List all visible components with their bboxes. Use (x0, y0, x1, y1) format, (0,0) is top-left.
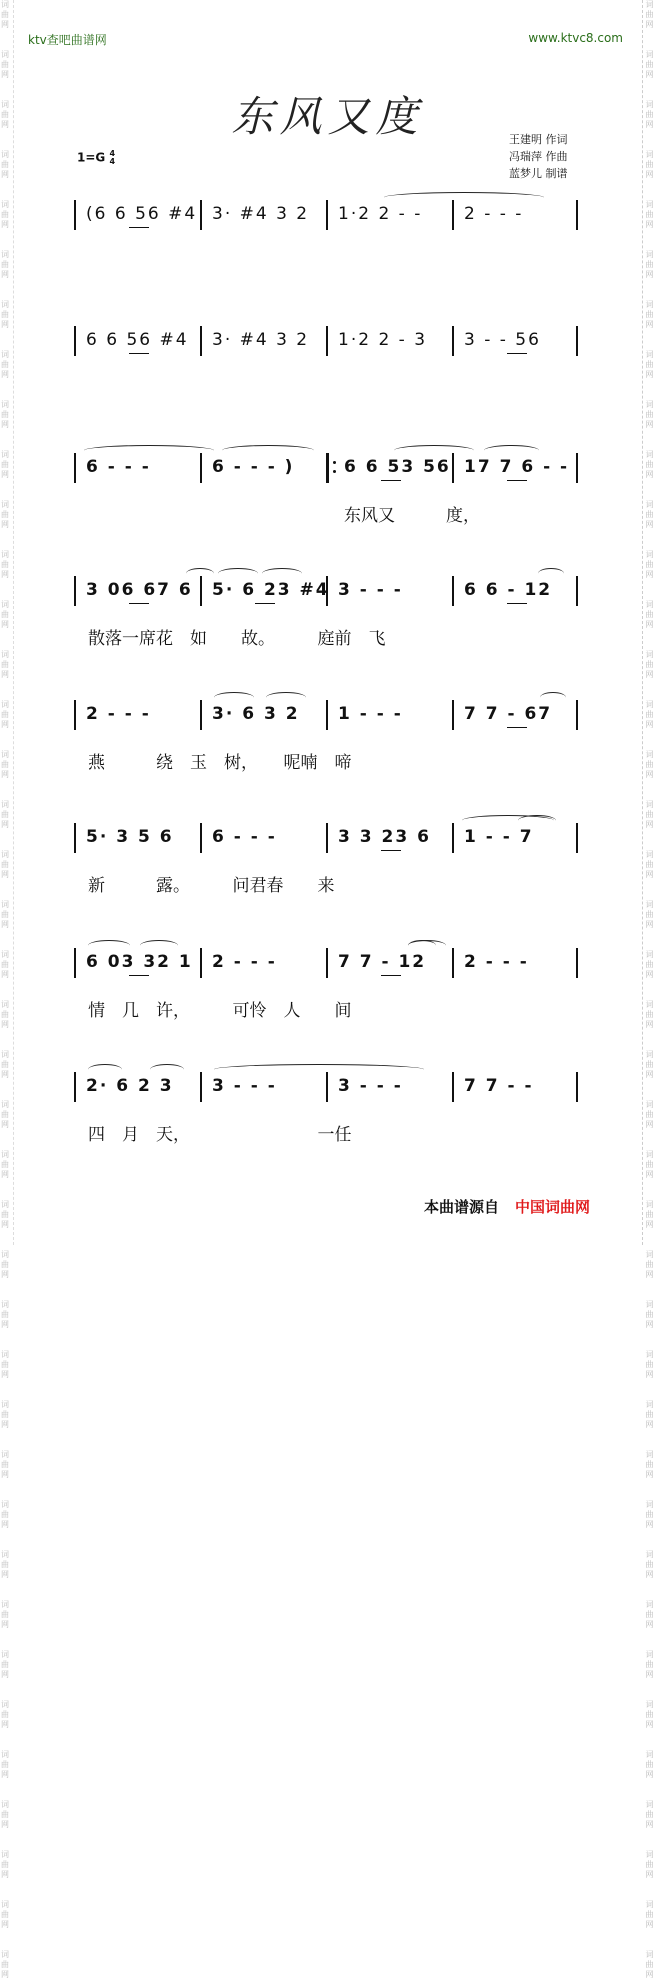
beam-underline (129, 603, 149, 604)
barline (200, 948, 202, 978)
measure-notes: 3· 6 3 2 (212, 704, 300, 724)
slur (88, 1064, 122, 1075)
credits-block (509, 131, 568, 182)
measure-notes: 2 - - - (464, 204, 524, 224)
barline (200, 200, 202, 230)
beam-underline (507, 727, 527, 728)
beam-underline (381, 975, 401, 976)
measure-notes: 6 - - - (86, 457, 151, 477)
score-row (74, 453, 577, 526)
barline (452, 823, 454, 853)
barline (326, 700, 328, 730)
slur (88, 940, 130, 951)
barline (200, 700, 202, 730)
measure-notes: 2 - - - (86, 704, 151, 724)
slur (218, 568, 258, 579)
slur (84, 445, 214, 456)
slur (262, 568, 302, 579)
measure-notes: 2 - - - (212, 952, 277, 972)
measure-notes: 6 - - - (212, 827, 277, 847)
lyrics-line: 东风又 度， (344, 506, 480, 526)
site-name[interactable]: ktv查吧曲谱网 (28, 33, 107, 47)
barline (452, 576, 454, 606)
measure-notes: 1·2 2 - 3 (338, 330, 428, 350)
barline (200, 453, 202, 483)
left-dashed-border (13, 0, 14, 1245)
beam-underline (381, 850, 401, 851)
barline (200, 823, 202, 853)
barline (200, 1072, 202, 1102)
slur (214, 1064, 424, 1075)
score-row (74, 576, 577, 649)
beam-underline (255, 603, 275, 604)
barline (326, 1072, 328, 1102)
score-row (74, 948, 577, 1021)
slur (150, 1064, 184, 1075)
barline (74, 823, 76, 853)
beam-underline (507, 353, 527, 354)
lyrics-line: 四 月 天， 一任 (88, 1125, 352, 1145)
slur (462, 815, 554, 826)
measure-notes: 1 - - - (338, 704, 403, 724)
measure-notes: 3 - - - (338, 580, 403, 600)
slur (222, 445, 314, 456)
slur (266, 692, 306, 703)
barline (74, 1072, 76, 1102)
lyrics-line: 散落一席花 如 故。 庭前 飞 (88, 629, 386, 649)
measure-notes: 3· #4 3 2 (212, 330, 310, 350)
source-credit (424, 1196, 590, 1217)
score-row (74, 823, 577, 896)
barline (576, 453, 578, 483)
barline (200, 576, 202, 606)
barline (576, 326, 578, 356)
barline (74, 948, 76, 978)
measure-notes: 17 7 6 - - (464, 457, 570, 477)
barline (576, 700, 578, 730)
barline (74, 700, 76, 730)
beam-underline (507, 603, 527, 604)
barline (452, 326, 454, 356)
time-signature-top: 4 (109, 149, 116, 158)
barline (74, 453, 76, 483)
measure-notes: 3 - - 56 (464, 330, 541, 350)
slur (540, 692, 566, 703)
barline (576, 948, 578, 978)
score-row (74, 200, 577, 230)
measure-notes: 6 6 56 #4 (86, 330, 189, 350)
measure-notes: 1 - - 7 (464, 827, 534, 847)
beam-underline (381, 480, 401, 481)
beam-underline (507, 480, 527, 481)
measure-notes: 3 - - - (212, 1076, 277, 1096)
barline (74, 326, 76, 356)
time-signature-bottom: 4 (109, 157, 116, 166)
measure-notes: 1·2 2 - - (338, 204, 423, 224)
right-watermark-strip: 词 曲 网 词 曲 网 词 曲 网 词 曲 网 词 曲 网 词 曲 网 词 曲 网 词 曲 网 词 曲 网 词 曲 网 词 曲 网 词 曲 网 词 曲 网 词 曲 网 词 曲 网 词 曲 网 词 曲 网 词 曲 网 词 曲 网 词 曲 网 词 曲 网 词 曲 网 词 曲 网 词 曲 网 词 曲 网 词 曲 网 词 曲 网 词 曲 网 词 曲 网 词 曲 网 词 曲 网 词 曲 网 词 曲 网 词 曲 网 词 曲 网 词 曲 网 词 曲 网 词 曲 网 词 曲 网 词 曲 网 (642, 0, 656, 1245)
lyricist-credit: 王建明 作词 (509, 133, 568, 146)
barline (452, 453, 454, 483)
measure-notes: 3 06 67 6 (86, 580, 193, 600)
left-watermark-strip: 词 曲 网 词 曲 网 词 曲 网 词 曲 网 词 曲 网 词 曲 网 词 曲 网 词 曲 网 词 曲 网 词 曲 网 词 曲 网 词 曲 网 词 曲 网 词 曲 网 词 曲 网 词 曲 网 词 曲 网 词 曲 网 词 曲 网 词 曲 网 词 曲 网 词 曲 网 词 曲 网 词 曲 网 词 曲 网 词 曲 网 词 曲 网 词 曲 网 词 曲 网 词 曲 网 词 曲 网 词 曲 网 词 曲 网 词 曲 网 词 曲 网 词 曲 网 词 曲 网 词 曲 网 词 曲 网 词 曲 网 (1, 0, 9, 1979)
lyrics-line: 燕 绕 玉 树， 呢喃 啼 (88, 753, 352, 773)
measure-notes: 2· 6 2 3 (86, 1076, 174, 1096)
score-row (74, 1072, 577, 1145)
slur (214, 692, 254, 703)
score-row (74, 700, 577, 773)
slur (538, 568, 564, 579)
measure-notes: (6 6 56 #4 (86, 204, 198, 224)
barline (326, 453, 329, 483)
measure-notes: 5· 3 5 6 (86, 827, 174, 847)
measure-notes: 2 - - - (464, 952, 529, 972)
barline (452, 948, 454, 978)
barline (200, 326, 202, 356)
key-label: 1=G (77, 150, 106, 165)
beam-underline (129, 353, 149, 354)
beam-underline (129, 227, 149, 228)
source-prefix: 本曲谱源自 (424, 1198, 500, 1216)
barline (452, 200, 454, 230)
slur (484, 445, 539, 456)
measure-notes: 7 7 - 67 (464, 704, 553, 724)
slur (384, 192, 544, 203)
barline (576, 1072, 578, 1102)
barline (576, 200, 578, 230)
measure-notes: 3· #4 3 2 (212, 204, 310, 224)
key-signature (77, 150, 115, 166)
barline (326, 326, 328, 356)
composer-credit: 冯瑞萍 作曲 (509, 150, 568, 163)
barline (576, 576, 578, 606)
slur (408, 940, 446, 951)
lyrics-line: 新 露。 问君春 来 (88, 876, 335, 896)
barline (326, 823, 328, 853)
repeat-dots (333, 461, 336, 479)
barline (74, 200, 76, 230)
arranger-credit: 蓝梦儿 制谱 (509, 167, 568, 180)
measure-notes: 3 3 23 6 (338, 827, 431, 847)
measure-notes: 6 03 32 1 (86, 952, 193, 972)
measure-notes: 6 6 53 56 (344, 457, 451, 477)
beam-underline (129, 975, 149, 976)
barline (452, 700, 454, 730)
slur (140, 940, 178, 951)
barline (452, 1072, 454, 1102)
source-site-link[interactable]: 中国词曲网 (515, 1198, 591, 1216)
time-signature (109, 150, 115, 166)
measure-notes: 7 7 - - (464, 1076, 534, 1096)
barline (576, 823, 578, 853)
measure-notes: 7 7 - 12 (338, 952, 427, 972)
measure-notes: 3 - - - (338, 1076, 403, 1096)
slur (186, 568, 214, 579)
barline (326, 200, 328, 230)
lyrics-line: 情 几 许， 可怜 人 间 (88, 1001, 352, 1021)
measure-notes: 6 - - - ) (212, 457, 295, 477)
slur (394, 445, 474, 456)
barline (74, 576, 76, 606)
measure-notes: 6 6 - 12 (464, 580, 553, 600)
site-url[interactable]: www.ktvc8.com (528, 31, 623, 45)
score-row (74, 326, 577, 356)
measure-notes: 5· 6 23 #4 (212, 580, 330, 600)
barline (326, 948, 328, 978)
song-title: 东风又度 (231, 92, 424, 141)
